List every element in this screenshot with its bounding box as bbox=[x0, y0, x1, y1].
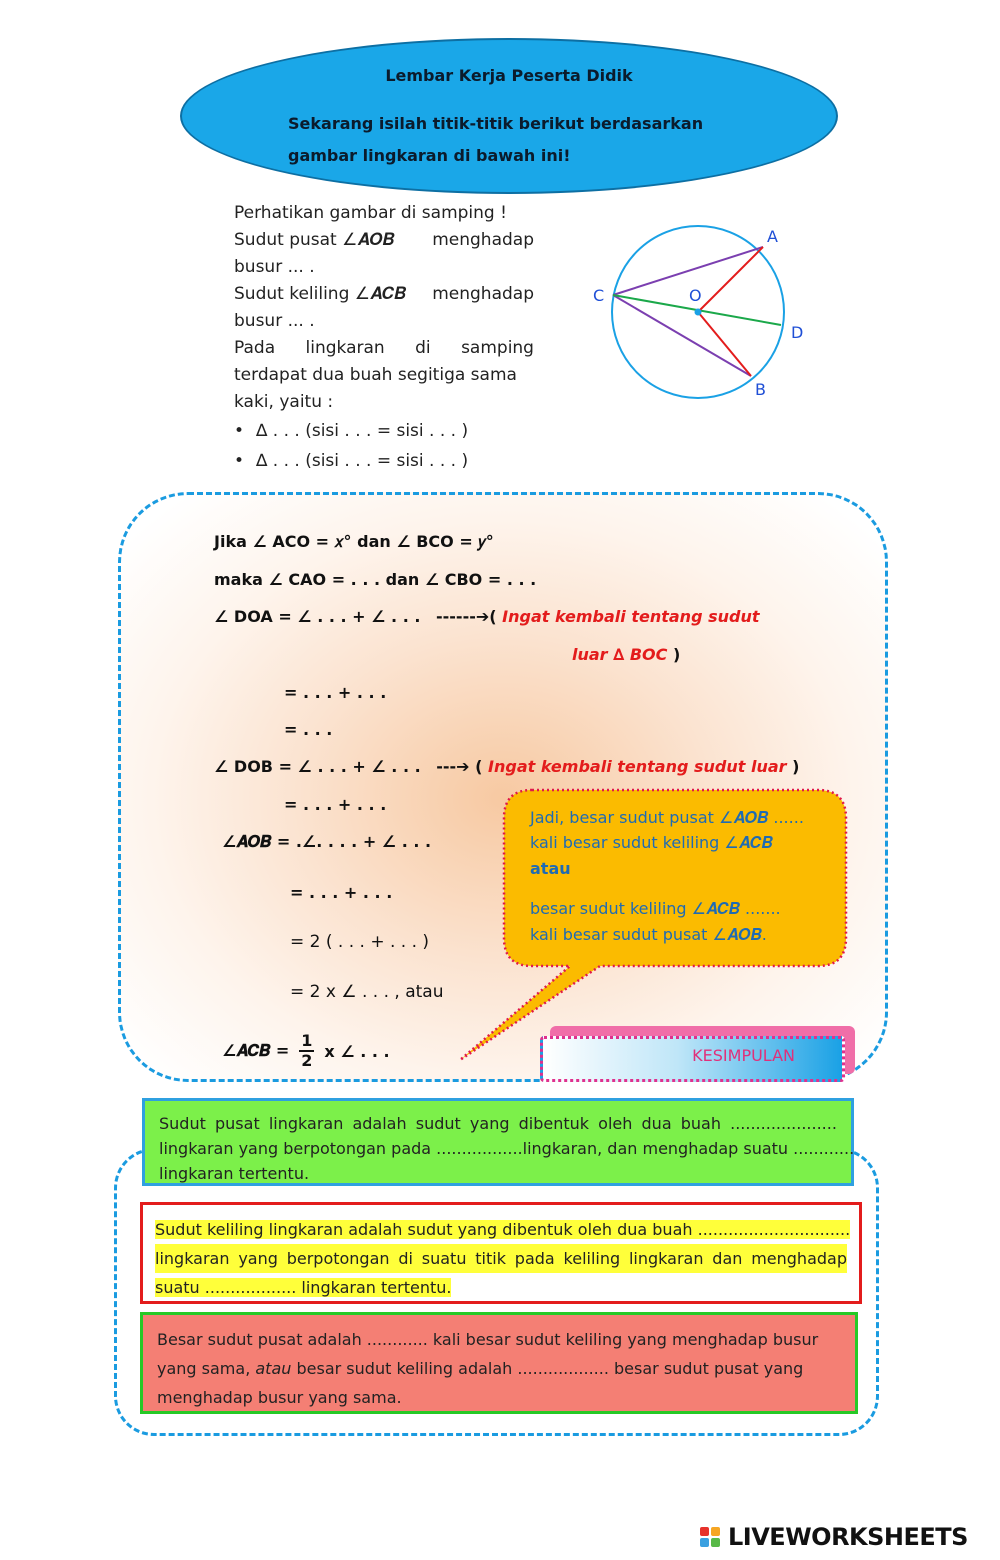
work-line-13: ∠𝑨𝑪𝑩 = $\frac{1}{2}$ x ∠ . . . bbox=[222, 1031, 390, 1070]
green-line-1: Sudut pusat lingkaran adalah sudut yang dibentuk oleh dua buah ..................... bbox=[159, 1114, 837, 1133]
green-line-3: lingkaran tertentu. bbox=[159, 1164, 310, 1183]
callout-line-5: kali besar sudut pusat ∠𝑨𝑶𝑩. bbox=[530, 925, 767, 944]
work-line-12: = 2 x ∠ . . . , atau bbox=[290, 982, 444, 1002]
callout-line-1: Jadi, besar sudut pusat ∠𝑨𝑶𝑩 ...... bbox=[530, 808, 804, 827]
salmon-line-3: menghadap busur yang sama. bbox=[157, 1388, 402, 1407]
callout-line-2: kali besar sudut keliling ∠𝑨𝑪𝑩 bbox=[530, 833, 773, 852]
intro-line-3: busur ... . bbox=[234, 257, 315, 277]
bullet-item-1: • ∆ . . . (sisi . . . = sisi . . . ) bbox=[234, 421, 469, 441]
label-b: B bbox=[755, 380, 766, 399]
angle-relation-box bbox=[140, 1312, 858, 1414]
bullet-item-2: • ∆ . . . (sisi . . . = sisi . . . ) bbox=[234, 451, 469, 471]
work-line-9: ∠𝑨𝑶𝑩 = .∠. . . . + ∠ . . . bbox=[222, 832, 432, 851]
intro-line-2: Sudut pusat ∠𝑨𝑶𝑩 menghadap bbox=[234, 227, 534, 254]
central-angle-label: Sudut pusat ∠𝑨𝑶𝑩 bbox=[234, 230, 395, 250]
intro-line-5: busur ... . bbox=[234, 311, 315, 331]
work-line-1: Jika ∠ ACO = 𝑥° dan ∠ BCO = 𝑦° bbox=[214, 532, 494, 551]
work-line-7: ∠ DOB = ∠ . . . + ∠ . . . ---➔ ( Ingat kembali tentang sudut luar ) bbox=[214, 757, 800, 776]
work-line-4: luar ∆ BOC ) bbox=[572, 645, 681, 664]
label-d: D bbox=[791, 323, 804, 342]
circle-diagram bbox=[585, 215, 815, 405]
brand-text: LIVEWORKSHEETS bbox=[728, 1523, 968, 1551]
work-line-8: = . . . + . . . bbox=[284, 795, 387, 814]
hint-exterior-angle-2: Ingat kembali tentang sudut luar bbox=[488, 757, 787, 776]
label-a: A bbox=[767, 227, 778, 246]
intro-line-7: terdapat dua buah segitiga sama bbox=[234, 365, 517, 385]
callout-line-3: atau bbox=[530, 859, 571, 878]
central-angle-definition-box bbox=[142, 1098, 854, 1186]
work-line-3: ∠ DOA = ∠ . . . + ∠ . . . ------➔( Ingat kembali tentang sudut bbox=[214, 607, 760, 626]
work-line-10: = . . . + . . . bbox=[290, 883, 393, 902]
inscribed-angle-definition-box bbox=[140, 1202, 862, 1304]
liveworksheets-logo bbox=[700, 1522, 995, 1556]
callout-line-4: besar sudut keliling ∠𝑨𝑪𝑩 ....... bbox=[530, 899, 781, 918]
logo-square-green bbox=[711, 1538, 720, 1547]
intro-line-4: Sudut keliling ∠𝑨𝑪𝑩 menghadap bbox=[234, 281, 534, 308]
logo-square-blue bbox=[700, 1538, 709, 1547]
intro-line-6: Pada lingkaran di samping bbox=[234, 338, 534, 358]
center-point-o bbox=[695, 309, 702, 316]
logo-square-red bbox=[700, 1527, 709, 1536]
green-line-2: lingkaran yang berpotongan pada .................lingkaran, dan menghadap suatu ............ bbox=[159, 1139, 855, 1158]
hint-exterior-angle: Ingat kembali tentang sudut bbox=[502, 607, 760, 626]
kesimpulan-label: KESIMPULAN bbox=[692, 1046, 795, 1065]
yellow-line-2: lingkaran yang berpotongan di suatu titik pada keliling lingkaran dan menghadap bbox=[155, 1244, 847, 1273]
inscribed-angle-label: Sudut keliling ∠𝑨𝑪𝑩 bbox=[234, 284, 407, 304]
salmon-line-2: yang sama, atau besar sudut keliling adalah .................. besar sudut pusat yang bbox=[157, 1359, 804, 1378]
label-o: O bbox=[689, 286, 702, 305]
work-line-11: = 2 ( . . . + . . . ) bbox=[290, 932, 430, 952]
logo-square-orange bbox=[711, 1527, 720, 1536]
work-line-6: = . . . bbox=[284, 720, 333, 739]
label-c: C bbox=[593, 286, 605, 305]
instruction-line-1: Sekarang isilah titik-titik berikut berdasarkan bbox=[288, 114, 704, 133]
salmon-line-1: Besar sudut pusat adalah ............ kali besar sudut keliling yang menghadap busur bbox=[157, 1330, 819, 1349]
radius-ob bbox=[698, 312, 751, 376]
yellow-line-1: Sudut keliling lingkaran adalah sudut yang dibentuk oleh dua buah .............................. bbox=[155, 1220, 851, 1239]
work-line-2: maka ∠ CAO = . . . dan ∠ CBO = . . . bbox=[214, 570, 537, 589]
intro-line-1: Perhatikan gambar di samping ! bbox=[234, 203, 507, 223]
work-line-5: = . . . + . . . bbox=[284, 683, 387, 702]
intro-text bbox=[234, 200, 534, 416]
instruction-line-2: gambar lingkaran di bawah ini! bbox=[288, 146, 571, 165]
fraction-one-half: $\frac{1}{2}$ bbox=[301, 1031, 313, 1070]
intro-line-8: kaki, yaitu : bbox=[234, 392, 334, 412]
yellow-line-3: suatu .................. lingkaran tertentu. bbox=[155, 1278, 452, 1297]
worksheet-title: Lembar Kerja Peserta Didik bbox=[385, 66, 633, 85]
